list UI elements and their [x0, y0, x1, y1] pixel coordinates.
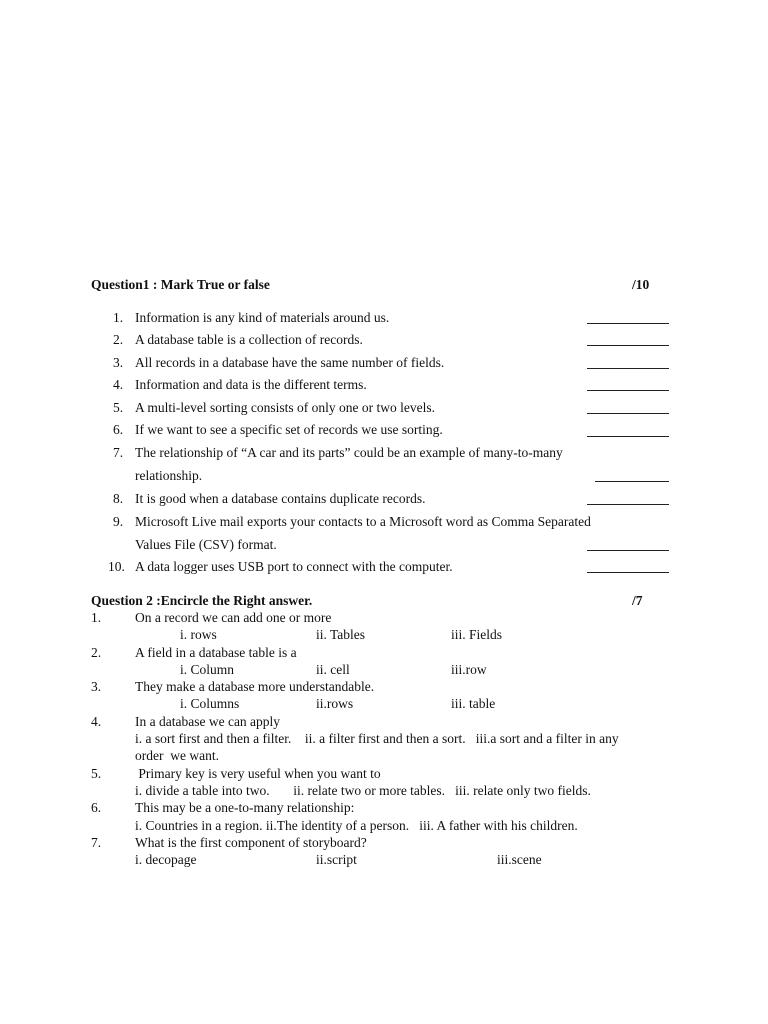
- item-number: 5.: [91, 766, 102, 781]
- answer-blank[interactable]: [587, 572, 669, 573]
- item-text: Information is any kind of materials around us.: [135, 310, 390, 325]
- item-number: 2.: [91, 645, 102, 660]
- item-number: 6.: [113, 422, 124, 437]
- item-number: 4.: [113, 377, 124, 392]
- option-ii[interactable]: ii. Tables: [316, 627, 366, 642]
- question2-marks: /7: [632, 593, 643, 608]
- item-text: The relationship of “A car and its parts” could be an example of many-to-many: [135, 445, 563, 460]
- option-iii[interactable]: iii. Fields: [451, 627, 503, 642]
- option-i[interactable]: i. Columns: [180, 696, 240, 711]
- answer-blank[interactable]: [587, 390, 669, 391]
- item-number: 5.: [113, 400, 124, 415]
- item-number: 1.: [91, 610, 102, 625]
- answer-blank[interactable]: [595, 481, 669, 482]
- item-number: 3.: [113, 355, 124, 370]
- item-number: 7.: [91, 835, 102, 850]
- option-iii[interactable]: iii.row: [451, 662, 487, 677]
- answer-blank[interactable]: [587, 368, 669, 369]
- item-text: They make a database more understandable.: [135, 679, 375, 694]
- item-number: 10.: [108, 559, 125, 574]
- item-number: 2.: [113, 332, 124, 347]
- option-ii[interactable]: ii.rows: [316, 696, 354, 711]
- item-text: Information and data is the different terms.: [135, 377, 367, 392]
- item-text: On a record we can add one or more: [135, 610, 332, 625]
- item-text: Microsoft Live mail exports your contacts to a Microsoft word as Comma Separated: [135, 514, 591, 529]
- item-text-continued: Values File (CSV) format.: [135, 537, 277, 552]
- item-text: In a database we can apply: [135, 714, 281, 729]
- item-text: A multi-level sorting consists of only one or two levels.: [135, 400, 435, 415]
- item-text: It is good when a database contains duplicate records.: [135, 491, 426, 506]
- option-iii[interactable]: iii. table: [451, 696, 496, 711]
- answer-blank[interactable]: [587, 345, 669, 346]
- item-text: A database table is a collection of records.: [135, 332, 363, 347]
- question1-marks: /10: [632, 277, 650, 292]
- item-number: 7.: [113, 445, 124, 460]
- item-number: 6.: [91, 800, 102, 815]
- option-i[interactable]: i. rows: [180, 627, 217, 642]
- option-i[interactable]: i. Column: [180, 662, 235, 677]
- item-number: 1.: [113, 310, 124, 325]
- options-line[interactable]: i. Countries in a region. ii.The identity of a person. iii. A father with his children.: [135, 818, 578, 833]
- item-text: A data logger uses USB port to connect with the computer.: [135, 559, 453, 574]
- option-ii[interactable]: ii. cell: [316, 662, 350, 677]
- item-number: 3.: [91, 679, 102, 694]
- question1-title: Question1 : Mark True or false: [91, 277, 270, 292]
- option-ii[interactable]: ii.script: [316, 852, 357, 867]
- item-number: 9.: [113, 514, 124, 529]
- item-number: 4.: [91, 714, 102, 729]
- answer-blank[interactable]: [587, 413, 669, 414]
- option-i[interactable]: i. decopage: [135, 852, 197, 867]
- item-text: A field in a database table is a: [135, 645, 297, 660]
- options-line[interactable]: i. divide a table into two. ii. relate two or more tables. iii. relate only two fields.: [135, 783, 591, 798]
- answer-blank[interactable]: [587, 550, 669, 551]
- answer-blank[interactable]: [587, 323, 669, 324]
- item-number: 8.: [113, 491, 124, 506]
- item-text: This may be a one-to-many relationship:: [135, 800, 355, 815]
- answer-blank[interactable]: [587, 504, 669, 505]
- item-text: If we want to see a specific set of records we use sorting.: [135, 422, 443, 437]
- item-text: All records in a database have the same number of fields.: [135, 355, 445, 370]
- options-line-continued: order we want.: [135, 748, 219, 763]
- item-text: Primary key is very useful when you want to: [135, 766, 381, 781]
- item-text: What is the first component of storyboard?: [135, 835, 367, 850]
- options-line[interactable]: i. a sort first and then a filter. ii. a filter first and then a sort. iii.a sort and a filter in any: [135, 731, 619, 746]
- option-iii[interactable]: iii.scene: [497, 852, 542, 867]
- question2-title: Question 2 :Encircle the Right answer.: [91, 593, 313, 608]
- answer-blank[interactable]: [587, 436, 669, 437]
- item-text-continued: relationship.: [135, 468, 203, 483]
